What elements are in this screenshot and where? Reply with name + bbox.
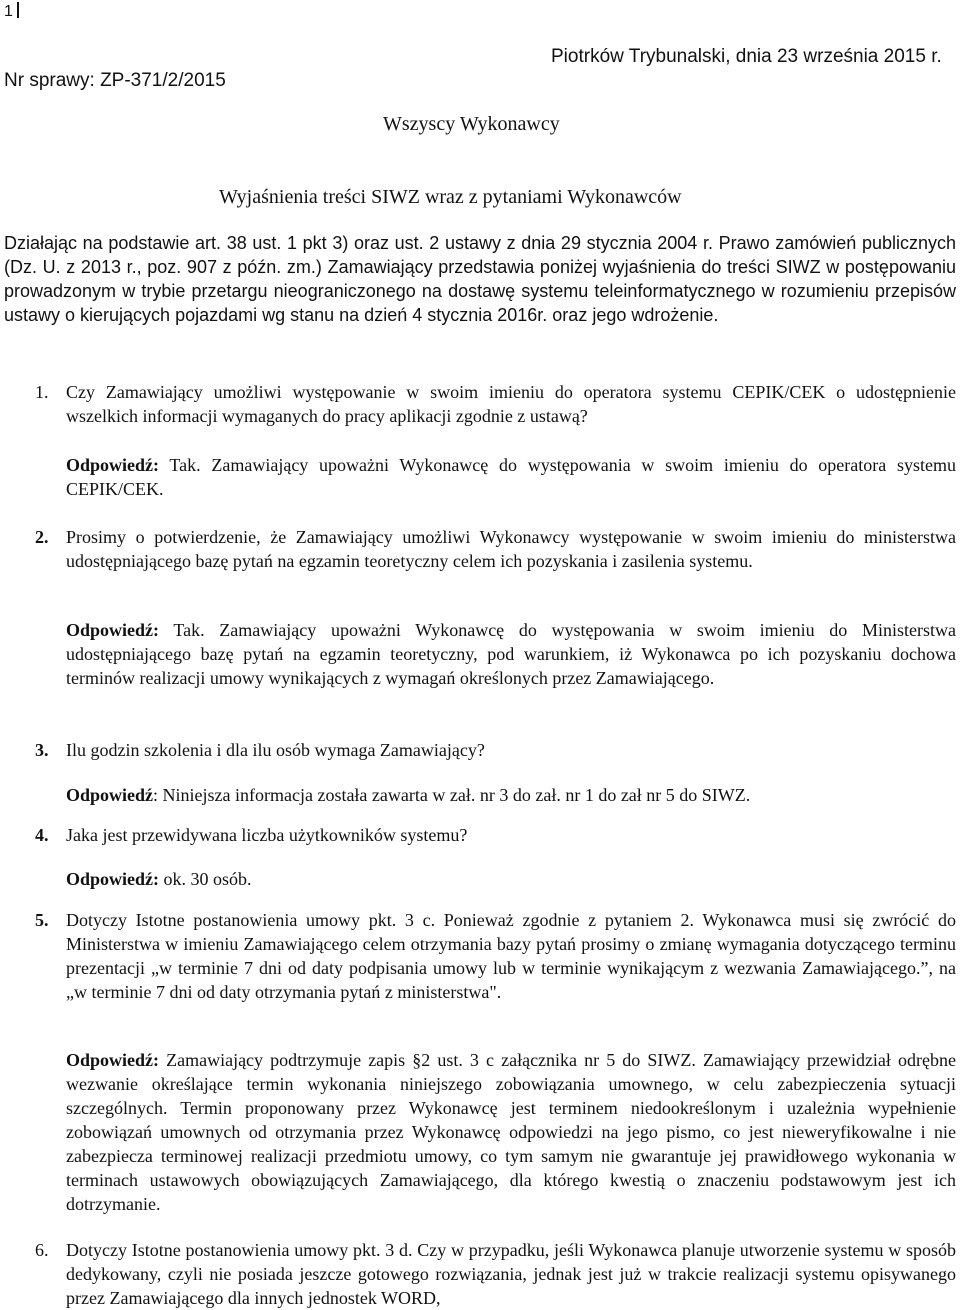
answer-label: Odpowiedź: bbox=[66, 455, 160, 475]
item-number: 3. bbox=[35, 740, 49, 760]
page-number-text: 1 bbox=[4, 3, 13, 20]
answer-text bbox=[66, 618, 956, 690]
question-text: Czy Zamawiający umożliwi występowanie w swoim imieniu do operatora systemu CEPIK/CEK o udostępnienie wszelkich informacji wymaganych do pracy aplikacji zgodnie z ustawą? bbox=[66, 382, 956, 426]
answer-label: Odpowiedź: bbox=[66, 620, 160, 640]
answer-body: Zamawiający podtrzymuje zapis §2 ust. 3 c załącznika nr 5 do SIWZ. Zamawiający przewidział odrębne wezwanie określające termin wykonania niniejszego zobowiązania umownego, w celu zabezpieczenia sytuacji szczególnych. Termin proponowany przez Wykonawcę jest terminem niedookreślonym i uzależnia wypełnienie zobowiązań umownych od otrzymania przez Wykonawcę odpowiedzi na jego pismo, co jest nieweryfikowalne i nie zabezpiecza terminowej realizacji przedmiotu umowy, co tym samym nie gwarantuje jej prawidłowego wykonania w terminach ustawowych obowiązujących Zamawiającego, dla którego kwestią o znaczeniu podstawowym jest ich dotrzymanie. bbox=[66, 1050, 956, 1214]
text-cursor bbox=[17, 2, 19, 18]
question-text: Dotyczy Istotne postanowienia umowy pkt. 3 c. Ponieważ zgodnie z pytaniem 2. Wykonawca musi się zwrócić do Ministerstwa w imieniu Zamawiającego celem otrzymania bazy pytań prosimy o zmianę wymagania dotyczącego terminu prezentacji „w terminie 7 dni od daty podpisania umowy lub w terminie wynikającym z wezwania Zamawiającego.”, na „w terminie 7 dni od daty otrzymania pytań z ministerstwa". bbox=[66, 910, 956, 1002]
answer-body: Tak. Zamawiający upoważni Wykonawcę do występowania w swoim imieniu do operatora systemu CEPIK/CEK. bbox=[66, 455, 956, 499]
answer-body: : Niniejsza informacja została zawarta w zał. nr 3 do zał. nr 1 do zał nr 5 do SIWZ. bbox=[153, 785, 751, 805]
answer-text bbox=[66, 453, 956, 501]
answer-text bbox=[66, 867, 956, 891]
question-text: Ilu godzin szkolenia i dla ilu osób wymaga Zamawiający? bbox=[66, 740, 485, 760]
item-number: 5. bbox=[35, 910, 49, 930]
answer-label: Odpowiedź bbox=[66, 785, 154, 805]
item-number: 4. bbox=[35, 825, 49, 845]
document-title: Wyjaśnienia treści SIWZ wraz z pytaniami Wykonawców bbox=[219, 186, 682, 208]
answer-label: Odpowiedź: bbox=[66, 869, 160, 889]
question-text: Prosimy o potwierdzenie, że Zamawiający umożliwi Wykonawcy występowanie w swoim imieniu do ministerstwa udostępniającego bazę pytań na egzamin teoretyczny celem ich pozyskania i zasilenia systemu. bbox=[66, 527, 956, 571]
answer-text bbox=[66, 1048, 956, 1216]
item-number: 2. bbox=[35, 527, 49, 547]
page-number bbox=[4, 2, 19, 21]
place-and-date: Piotrków Trybunalski, dnia 23 września 2015 r. bbox=[551, 46, 942, 67]
item-number: 1. bbox=[35, 382, 49, 402]
answer-label: Odpowiedź: bbox=[66, 1050, 160, 1070]
answer-body: ok. 30 osób. bbox=[159, 869, 252, 889]
item-number: 6. bbox=[35, 1240, 49, 1260]
case-number: Nr sprawy: ZP-371/2/2015 bbox=[4, 70, 226, 91]
answer-body: Tak. Zamawiający upoważni Wykonawcę do występowania w swoim imieniu do Ministerstwa udostępniającego bazę pytań na egzamin teoretyczny, pod warunkiem, iż Wykonawca po ich pozyskaniu dochowa terminów realizacji umowy wynikających z wymagań określonych przez Zamawiającego. bbox=[66, 620, 956, 688]
question-text: Jaka jest przewidywana liczba użytkowników systemu? bbox=[66, 825, 468, 845]
answer-text bbox=[66, 783, 956, 807]
question-text: Dotyczy Istotne postanowienia umowy pkt. 3 d. Czy w przypadku, jeśli Wykonawca planuje utworzenie systemu w sposób dedykowany, czyli nie posiada jeszcze gotowego rozwiązania, jednak jest już w trakcie realizacji systemu opisywanego przez Zamawiającego dla innych jednostek WORD, bbox=[66, 1240, 956, 1308]
intro-paragraph: Działając na podstawie art. 38 ust. 1 pkt 3) oraz ust. 2 ustawy z dnia 29 stycznia 2004 r. Prawo zamówień publicznych (Dz. U. z 2013 r., poz. 907 z późn. zm.) Zamawiający przedstawia poniżej wyjaśnienia do treści SIWZ w postępowaniu prowadzonym w trybie przetargu nieograniczonego na dostawę systemu teleinformatycznego w rozumieniu przepisów ustawy o kierujących pojazdami wg stanu na dzień 4 stycznia 2016r. oraz jego wdrożenie. bbox=[4, 233, 956, 325]
recipient: Wszyscy Wykonawcy bbox=[383, 113, 560, 135]
